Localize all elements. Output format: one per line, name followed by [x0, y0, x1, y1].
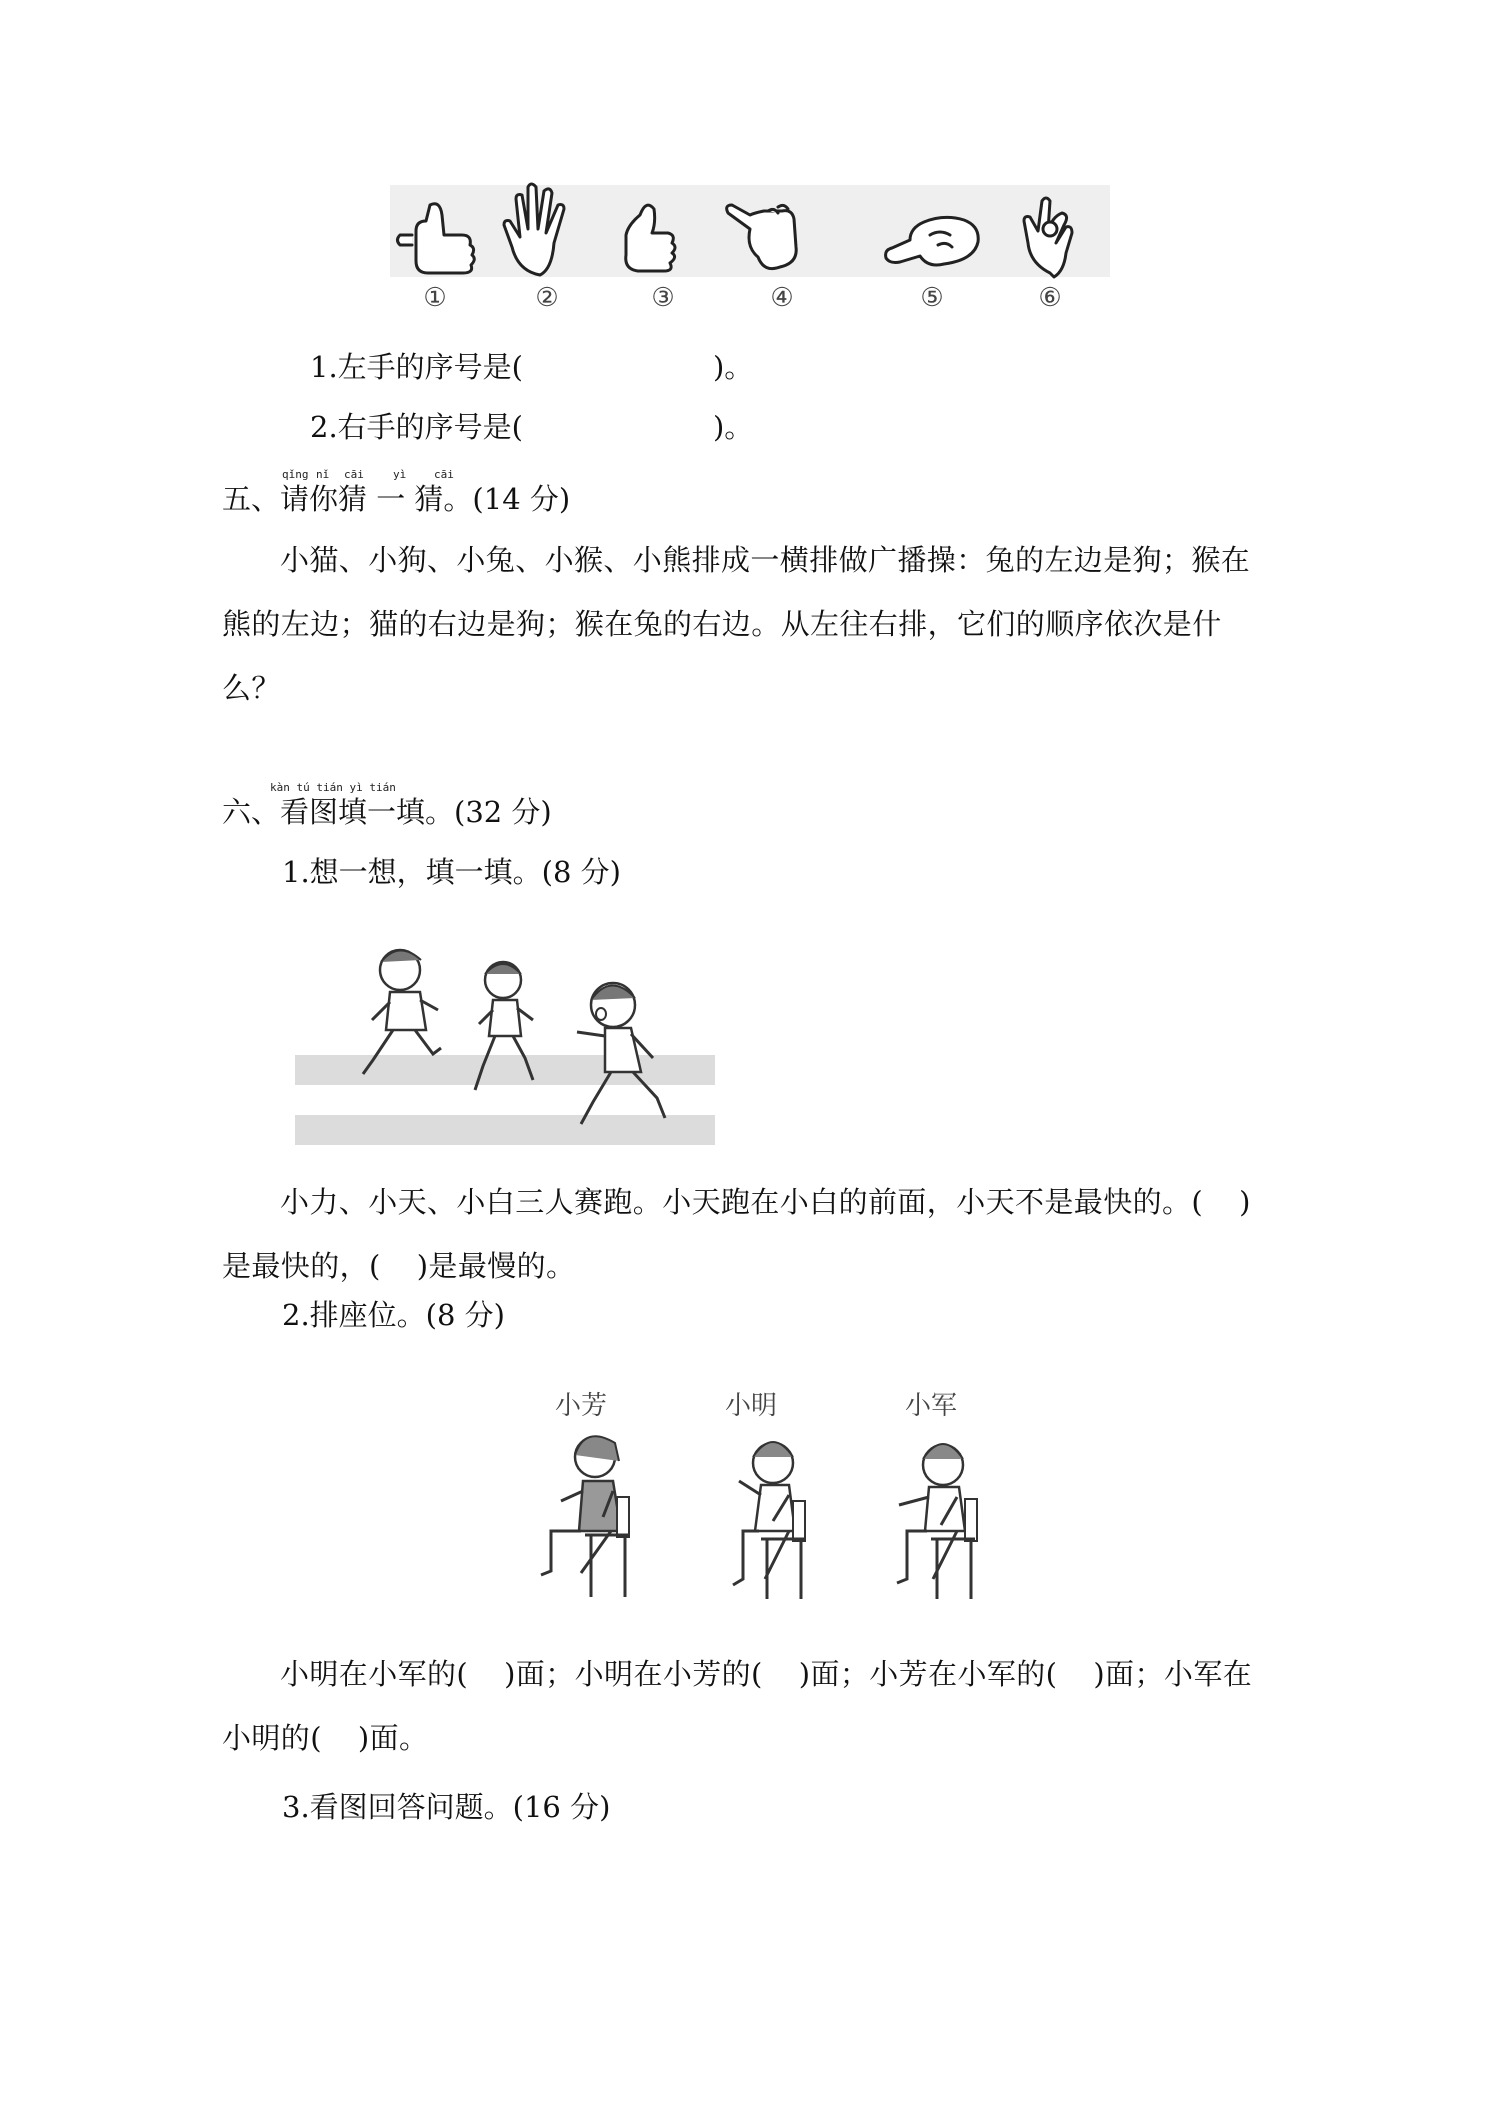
hand-number-2: ② [535, 283, 559, 313]
pinyin-qing: qǐng [282, 468, 309, 481]
hand-number-5: ⑤ [920, 283, 944, 313]
running-kids-figure [295, 930, 715, 1150]
hands-figure [390, 185, 1110, 320]
section6-q2-title: 2.排座位。(8 分) [282, 1298, 505, 1332]
hand-number-4: ④ [770, 283, 794, 313]
section5-title: 五、请你猜 一 猜。(14 分) [222, 482, 571, 516]
hand-number-1: ① [423, 283, 447, 313]
section6-q1-body: 小力、小天、小白三人赛跑。小天跑在小白的前面，小天不是最快的。( )是最快的，( )是最慢的。 [222, 1185, 1251, 1283]
pinyin-cai: cāi [344, 468, 364, 481]
seated-boy-xiaojun [897, 1444, 977, 1599]
section6-title: 六、看图填一填。(32 分) [222, 795, 552, 829]
hand-number-3: ③ [651, 283, 675, 313]
section5-body: 小猫、小狗、小兔、小猴、小熊排成一横排做广播操：兔的左边是狗；猴在熊的左边；猫的右边是狗；猴在兔的右边。从左往右排，它们的顺序依次是什么？ [222, 543, 1251, 705]
seating-figure [525, 1385, 1025, 1620]
seated-boy-xiaoming [733, 1442, 805, 1599]
question-left-hand: 1.左手的序号是( )。 [310, 350, 754, 384]
section6-q2-body: 小明在小军的( )面；小明在小芳的( )面；小芳在小军的( )面；小军在 小明的( )面。 [222, 1657, 1253, 1755]
section6-q1-title: 1.想一想，填一填。(8 分) [282, 855, 621, 889]
hand-number-6: ⑥ [1038, 283, 1062, 313]
seat-name-xiaojun: 小军 [905, 1391, 958, 1421]
seated-girl-xiaofang [541, 1436, 629, 1597]
pinyin-kan-tu-tian-yi-tian: kàn tú tián yì tián [270, 781, 396, 794]
pinyin-yi: yì [393, 468, 407, 481]
seat-name-xiaofang: 小芳 [555, 1391, 608, 1421]
section6-q3-title: 3.看图回答问题。(16 分) [282, 1790, 611, 1824]
question-right-hand: 2.右手的序号是( )。 [310, 410, 754, 444]
seat-name-xiaoming: 小明 [725, 1391, 778, 1421]
pinyin-ni: nǐ [316, 468, 330, 481]
pinyin-cai-2: cāi [434, 468, 454, 481]
runner-kid-3 [577, 983, 665, 1124]
